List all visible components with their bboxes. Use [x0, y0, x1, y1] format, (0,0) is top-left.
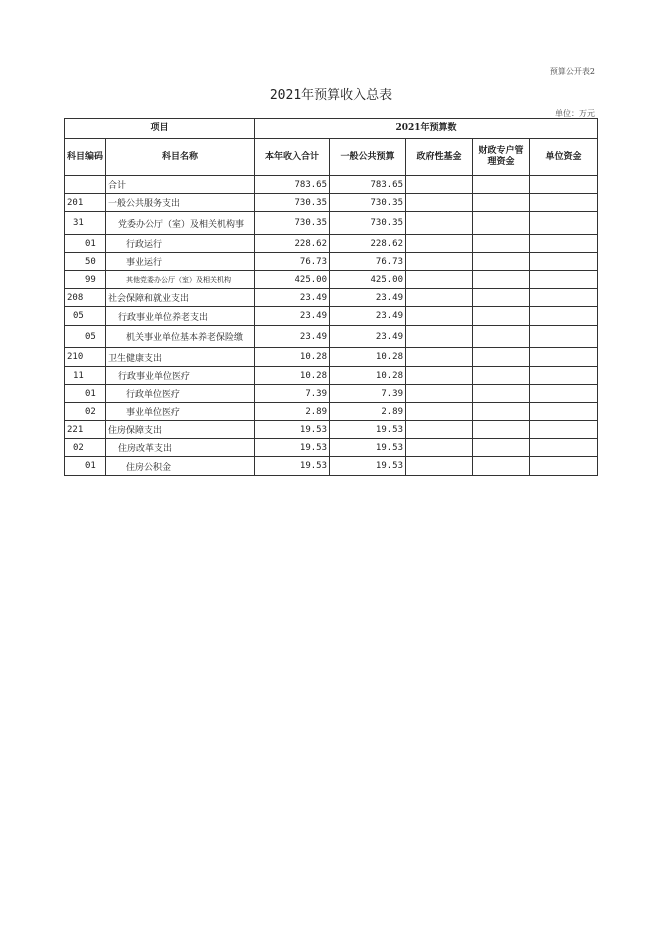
row-general: 2.89	[330, 403, 406, 421]
row-special	[473, 176, 530, 194]
row-general: 76.73	[330, 253, 406, 271]
row-fund	[406, 289, 473, 307]
row-fund	[406, 271, 473, 289]
row-code: 01	[65, 457, 106, 476]
row-unit-funds	[530, 235, 598, 253]
table-row	[65, 348, 598, 367]
table-row	[65, 439, 598, 457]
table-row	[65, 194, 598, 212]
row-total: 23.49	[255, 307, 330, 326]
row-code: 02	[65, 439, 106, 457]
row-total: 19.53	[255, 457, 330, 476]
row-code: 01	[65, 235, 106, 253]
row-general: 10.28	[330, 367, 406, 385]
row-special	[473, 289, 530, 307]
row-unit-funds	[530, 348, 598, 367]
row-fund	[406, 385, 473, 403]
table-row	[65, 326, 598, 348]
row-special	[473, 457, 530, 476]
budget-table	[64, 118, 598, 476]
row-general: 730.35	[330, 212, 406, 235]
table-row	[65, 271, 598, 289]
row-code: 31	[65, 212, 106, 235]
row-general: 23.49	[330, 307, 406, 326]
row-code: 221	[65, 421, 106, 439]
row-name: 机关事业单位基本养老保险缴	[106, 326, 255, 348]
row-unit-funds	[530, 212, 598, 235]
row-unit-funds	[530, 367, 598, 385]
table-row	[65, 457, 598, 476]
row-name: 事业运行	[106, 253, 255, 271]
table-row	[65, 235, 598, 253]
row-fund	[406, 235, 473, 253]
row-total: 10.28	[255, 367, 330, 385]
row-total: 2.89	[255, 403, 330, 421]
row-special	[473, 385, 530, 403]
row-name: 事业单位医疗	[106, 403, 255, 421]
row-special	[473, 348, 530, 367]
row-total: 76.73	[255, 253, 330, 271]
header-total: 本年收入合计	[255, 139, 330, 176]
row-name: 社会保障和就业支出	[106, 289, 255, 307]
row-general: 730.35	[330, 194, 406, 212]
header-budget: 2021年预算数	[255, 119, 598, 139]
row-special	[473, 307, 530, 326]
row-name: 行政运行	[106, 235, 255, 253]
row-code: 50	[65, 253, 106, 271]
row-unit-funds	[530, 289, 598, 307]
row-special	[473, 367, 530, 385]
row-code: 02	[65, 403, 106, 421]
row-special	[473, 326, 530, 348]
row-fund	[406, 348, 473, 367]
row-general: 19.53	[330, 439, 406, 457]
row-fund	[406, 326, 473, 348]
row-total: 425.00	[255, 271, 330, 289]
header-general: 一般公共预算	[330, 139, 406, 176]
table-row	[65, 403, 598, 421]
row-special	[473, 439, 530, 457]
row-fund	[406, 212, 473, 235]
table-row	[65, 367, 598, 385]
row-general: 23.49	[330, 289, 406, 307]
table-row	[65, 253, 598, 271]
header-fund: 政府性基金	[406, 139, 473, 176]
row-name: 行政事业单位医疗	[106, 367, 255, 385]
row-name: 党委办公厅（室）及相关机构事	[106, 212, 255, 235]
row-total: 19.53	[255, 439, 330, 457]
row-special	[473, 194, 530, 212]
row-code: 210	[65, 348, 106, 367]
row-total: 228.62	[255, 235, 330, 253]
row-name: 住房保障支出	[106, 421, 255, 439]
row-name: 住房公积金	[106, 457, 255, 476]
table-code: 预算公开表2	[549, 67, 595, 76]
row-special	[473, 253, 530, 271]
row-total: 23.49	[255, 326, 330, 348]
row-special	[473, 212, 530, 235]
row-general: 19.53	[330, 457, 406, 476]
row-general: 10.28	[330, 348, 406, 367]
row-code: 05	[65, 307, 106, 326]
row-special	[473, 271, 530, 289]
row-fund	[406, 367, 473, 385]
row-fund	[406, 176, 473, 194]
header-unit-funds: 单位资金	[530, 139, 598, 176]
row-total: 7.39	[255, 385, 330, 403]
header-code: 科目编码	[65, 139, 106, 176]
row-unit-funds	[530, 176, 598, 194]
row-code: 99	[65, 271, 106, 289]
unit-label: 单位：万元	[555, 109, 595, 118]
row-name: 合计	[106, 176, 255, 194]
row-name: 行政单位医疗	[106, 385, 255, 403]
row-unit-funds	[530, 421, 598, 439]
row-total: 730.35	[255, 194, 330, 212]
row-name: 其他党委办公厅（室）及相关机构	[106, 271, 255, 289]
row-total: 783.65	[255, 176, 330, 194]
row-unit-funds	[530, 253, 598, 271]
row-special	[473, 421, 530, 439]
table-row	[65, 212, 598, 235]
row-unit-funds	[530, 326, 598, 348]
row-general: 7.39	[330, 385, 406, 403]
row-total: 730.35	[255, 212, 330, 235]
table-row	[65, 421, 598, 439]
row-unit-funds	[530, 457, 598, 476]
row-fund	[406, 421, 473, 439]
row-code: 05	[65, 326, 106, 348]
table-row	[65, 176, 598, 194]
row-name: 一般公共服务支出	[106, 194, 255, 212]
table-row	[65, 307, 598, 326]
row-name: 卫生健康支出	[106, 348, 255, 367]
row-total: 19.53	[255, 421, 330, 439]
row-fund	[406, 403, 473, 421]
page-title: 2021年预算收入总表	[269, 88, 393, 103]
row-general: 228.62	[330, 235, 406, 253]
row-special	[473, 235, 530, 253]
row-name: 住房改革支出	[106, 439, 255, 457]
row-general: 425.00	[330, 271, 406, 289]
row-general: 19.53	[330, 421, 406, 439]
row-fund	[406, 439, 473, 457]
row-total: 23.49	[255, 289, 330, 307]
table-row	[65, 385, 598, 403]
row-code: 11	[65, 367, 106, 385]
row-unit-funds	[530, 194, 598, 212]
row-code: 201	[65, 194, 106, 212]
row-unit-funds	[530, 307, 598, 326]
header-name: 科目名称	[106, 139, 255, 176]
row-total: 10.28	[255, 348, 330, 367]
row-fund	[406, 457, 473, 476]
row-unit-funds	[530, 385, 598, 403]
row-general: 783.65	[330, 176, 406, 194]
row-code: 208	[65, 289, 106, 307]
row-name: 行政事业单位养老支出	[106, 307, 255, 326]
row-fund	[406, 307, 473, 326]
row-fund	[406, 253, 473, 271]
header-item: 项目	[65, 119, 255, 139]
row-code: 01	[65, 385, 106, 403]
row-unit-funds	[530, 271, 598, 289]
header-special: 财政专户管理资金	[473, 139, 530, 176]
row-unit-funds	[530, 403, 598, 421]
row-general: 23.49	[330, 326, 406, 348]
row-special	[473, 403, 530, 421]
table-row	[65, 289, 598, 307]
row-unit-funds	[530, 439, 598, 457]
row-fund	[406, 194, 473, 212]
row-code	[65, 176, 106, 194]
